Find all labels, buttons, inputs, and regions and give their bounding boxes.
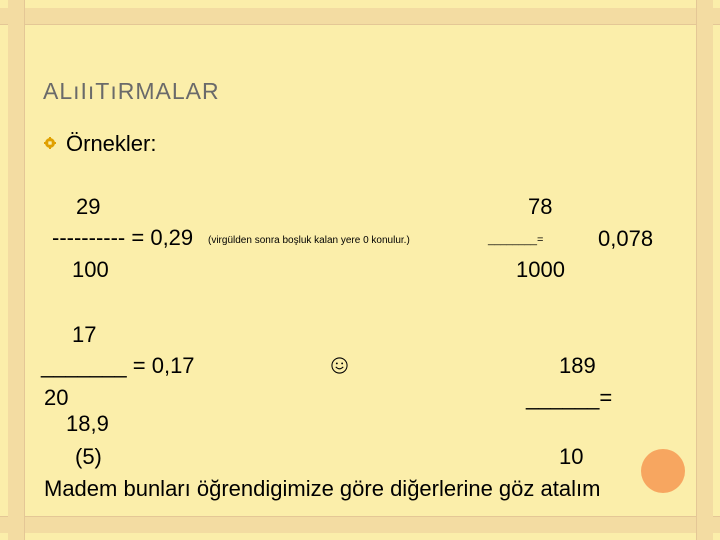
- footer-sentence: Madem bunları öğrendigimize göre diğerlerine göz atalım: [44, 476, 601, 501]
- accent-dot: [641, 449, 685, 493]
- example2-denominator: 1000: [516, 257, 565, 282]
- slide-frame-right: [696, 0, 713, 540]
- slide-title: ALıIıTıRMALAR: [43, 78, 220, 104]
- example1-numerator: 29: [76, 194, 101, 219]
- example5-value: 18,9: [66, 411, 109, 436]
- bullet-label: Örnekler:: [66, 131, 157, 156]
- example2-result: 0,078: [598, 226, 654, 251]
- example4-fraction-line: ______=: [526, 385, 613, 410]
- slide-frame-left: [8, 0, 25, 540]
- slide-frame-bottom: [0, 516, 720, 533]
- slide-frame-top: [0, 8, 720, 25]
- example1-denominator: 100: [72, 257, 109, 282]
- example4-numerator: 189: [559, 353, 596, 378]
- example3-equation: _______ = 0,17: [41, 353, 195, 378]
- example1-note: (virgülden sonra boşluk kalan yere 0 konulur.): [208, 235, 410, 246]
- example1-equation: ---------- = 0,29: [52, 225, 194, 250]
- example3-numerator: 17: [72, 322, 97, 347]
- example3-denominator: 20: [44, 385, 69, 410]
- example2-fraction-line: ________=: [488, 234, 544, 246]
- smiley-icon: [331, 357, 348, 374]
- gear-bullet-icon: [44, 137, 56, 149]
- example4-denominator: 10: [559, 444, 584, 469]
- example2-numerator: 78: [528, 194, 553, 219]
- example5-note: (5): [75, 444, 102, 469]
